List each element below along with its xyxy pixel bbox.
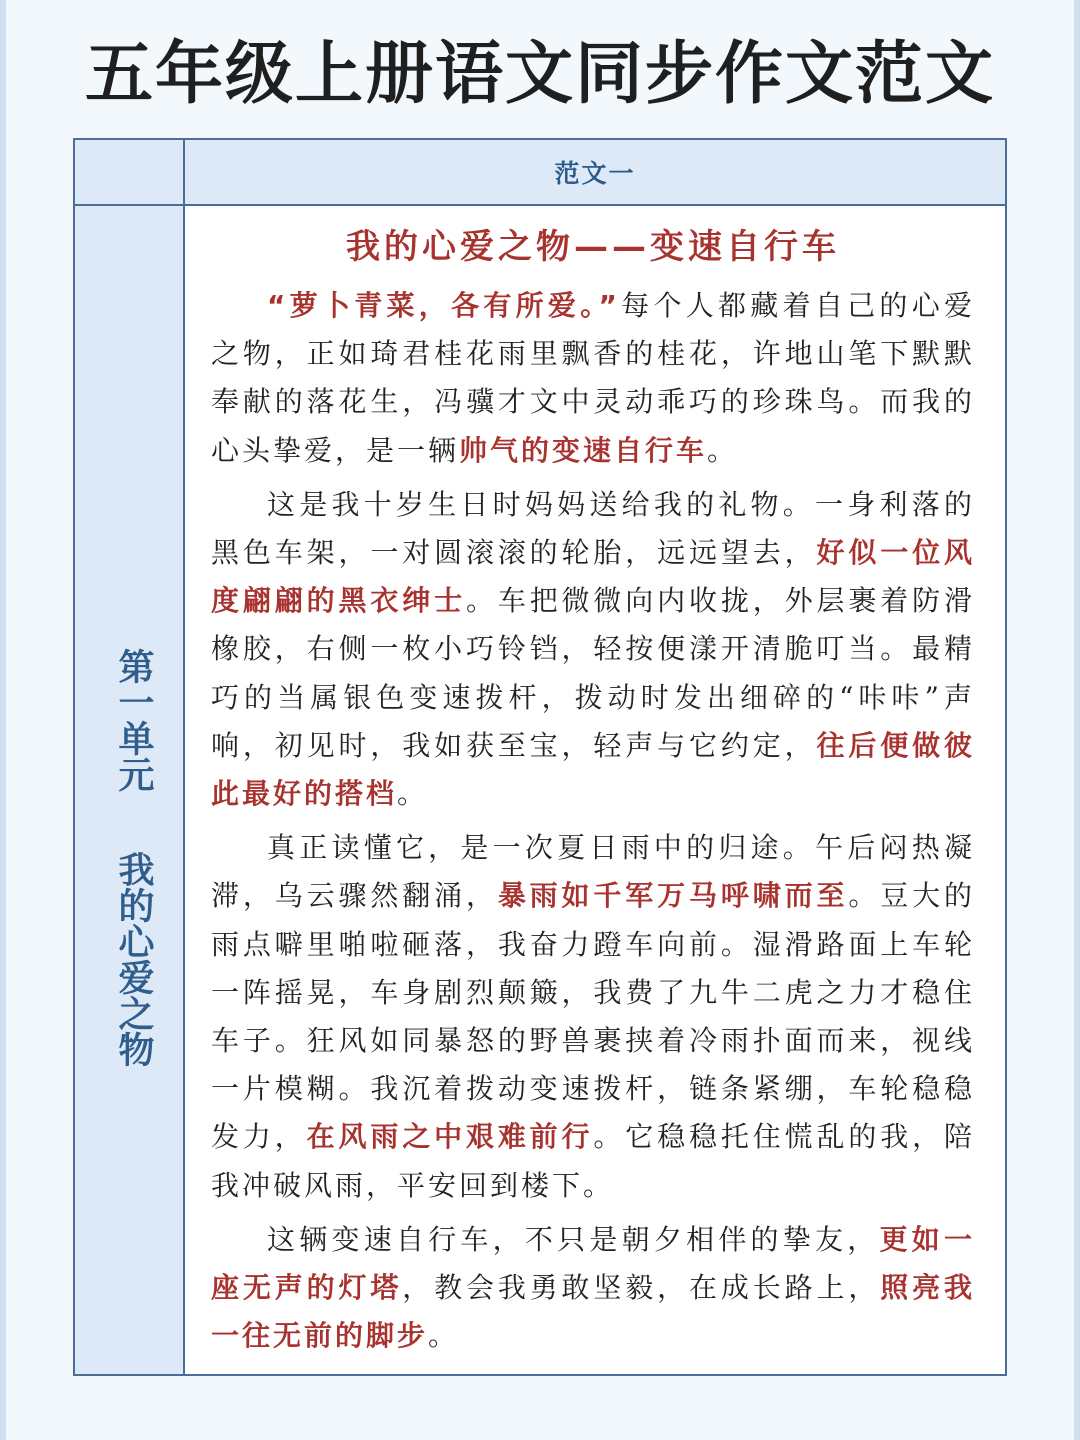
essay-paragraph (211, 282, 975, 475)
essay-title: 我的心爱之物——变速自行车 (346, 227, 840, 267)
highlighted-text: 照亮我一往无前的脚步 (211, 1271, 975, 1353)
essay-paragraph (211, 1216, 975, 1361)
highlighted-text: 帅气的变速自行车 (459, 433, 708, 467)
highlighted-text: “萝卜青菜，各有所爱。” (267, 289, 620, 322)
essay-paragraph (211, 481, 975, 818)
left-edge-strip (0, 0, 6, 1440)
highlighted-text: 在风雨之中艰难前行 (306, 1120, 594, 1154)
essay-body (211, 282, 975, 1360)
highlighted-text: 好似一位风度翩翩的黑衣绅士 (211, 536, 975, 618)
highlighted-text: 暴雨如千军万马呼啸而至 (497, 879, 849, 913)
paragraph-text: 。 (428, 1319, 460, 1353)
unit-label: 第一单元 (113, 648, 154, 792)
essay-paragraph (211, 824, 975, 1210)
essay-content (211, 220, 975, 1360)
right-edge-strip (1074, 0, 1080, 1440)
paragraph-text: ，教会我勇敢坚毅，在成长路上， (402, 1271, 881, 1305)
essay-table (73, 138, 1007, 1376)
header-corner-cell (75, 140, 185, 206)
paragraph-text: 。 (397, 777, 429, 811)
paragraph-text: 每个人都藏着自己的心爱之物，正如琦君桂花雨里飘香的桂花，许地山笔下默默奉献的落花生，冯骥才文中灵动乖巧的珍珠鸟。而我的心头挚爱，是一辆 (211, 289, 975, 467)
paragraph-text: 。豆大的雨点噼里啪啦砸落，我奋力蹬车向前。湿滑路面上车轮一阵摇晃，车身剧烈颠簸，我费了九牛二虎之力才稳住车子。狂风如同暴怒的野兽裹挟着冷雨扑面而来，视线一片模糊。我沉着拨动变速拨杆，链条紧绷，车轮稳稳发力， (211, 879, 975, 1154)
paragraph-text: 这是我十岁生日时妈妈送给我的礼物。一身利落的黑色车架，一对圆滚滚的轮胎，远远望去， (211, 487, 975, 570)
page-title: 五年级上册语文同步作文范文 (84, 35, 995, 114)
highlighted-text: 往后便做彼此最好的搭档 (211, 728, 975, 811)
unit-topic: 我的心爱之物 (113, 851, 154, 1067)
paragraph-text: 。 (707, 433, 739, 467)
paragraph-text: 。它稳稳托住慌乱的我，陪我冲破风雨，平安回到楼下。 (211, 1120, 975, 1202)
paragraph-text: 真正读懂它，是一次夏日雨中的归途。午后闷热凝滞，乌云骤然翻涌， (211, 831, 975, 913)
header-cell: 范文一 (185, 140, 1005, 206)
paragraph-text: 。车把微微向内收拢，外层裹着防滑橡胶，右侧一枚小巧铃铛，轻按便漾开清脆叮当。最精巧的当属银色变速拨杆，拨动时发出细碎的“咔咔”声响，初见时，我如获至宝，轻声与它约定， (211, 584, 975, 762)
paragraph-text: 这辆变速自行车，不只是朝夕相伴的挚友， (267, 1222, 880, 1256)
highlighted-text: 更如一座无声的灯塔 (211, 1222, 975, 1305)
unit-side-cell (75, 206, 185, 1374)
